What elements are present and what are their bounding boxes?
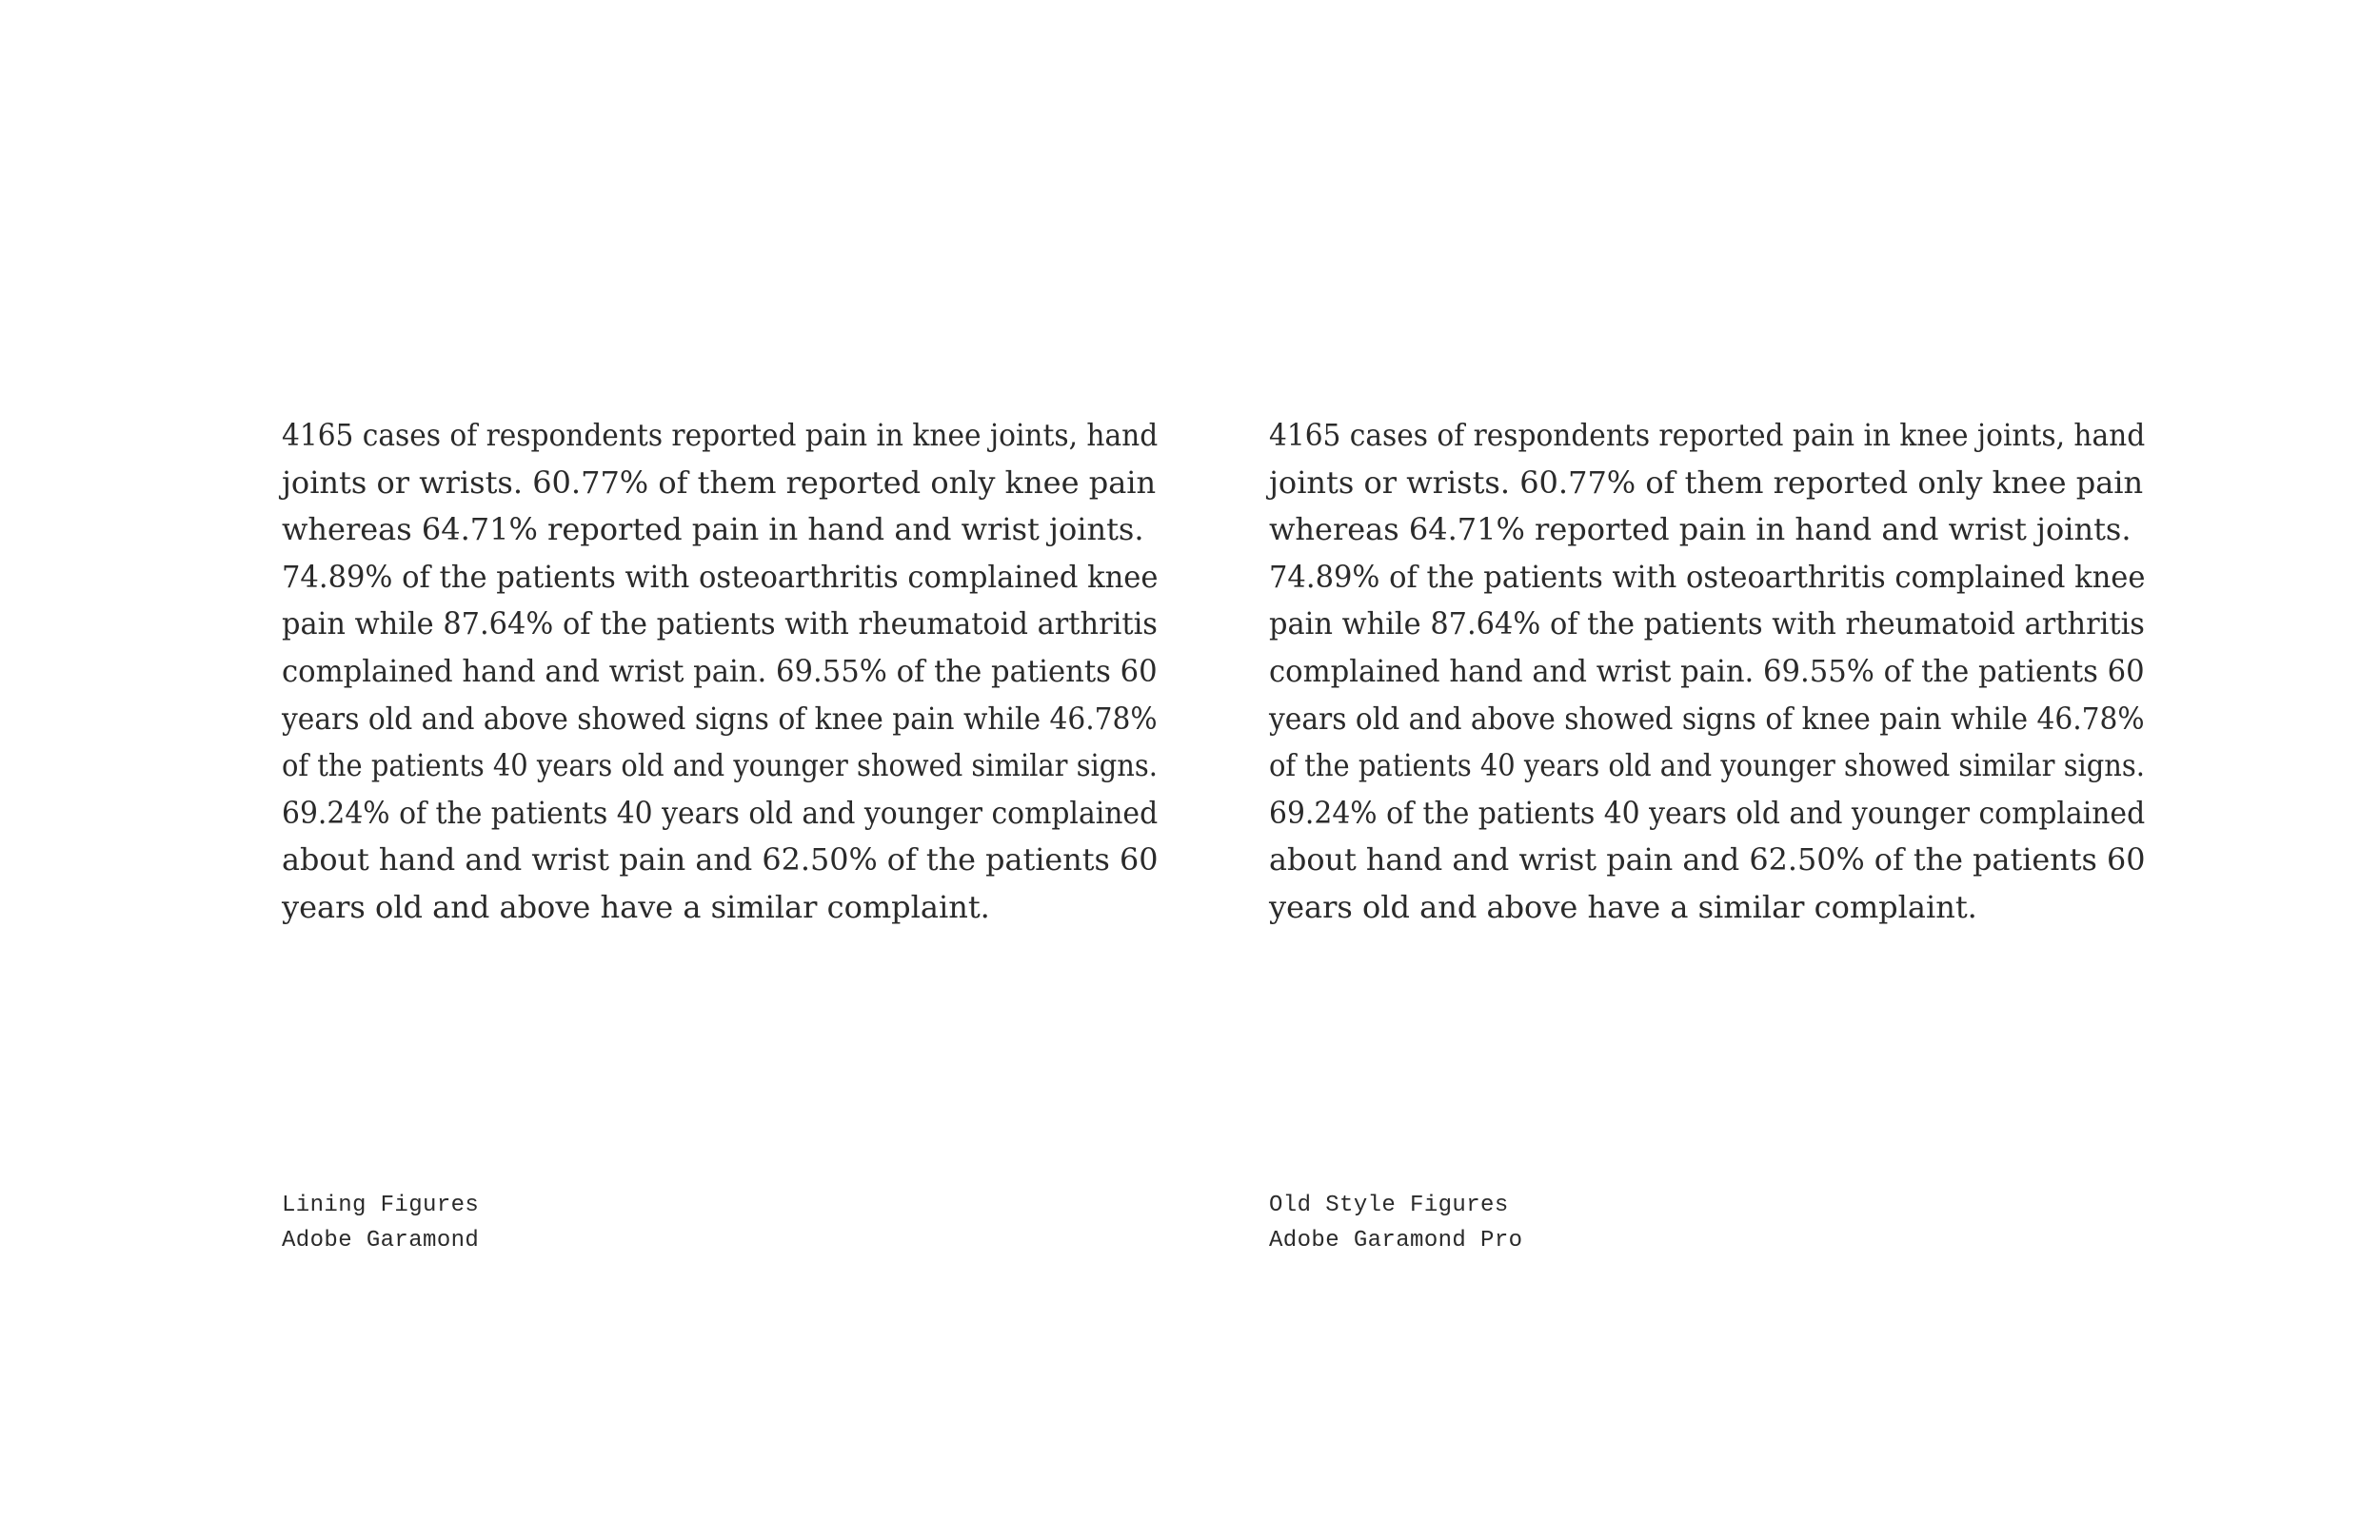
caption-figure-style: Lining Figures <box>282 1193 480 1218</box>
paragraph-line: 69.24% of the patients 40 years old and younger complained <box>282 794 1159 831</box>
paragraph-line: 4165 cases of respondents reported pain in knee joints, hand <box>1269 417 2146 453</box>
old-style-figures-caption <box>1269 1188 1522 1258</box>
caption-typeface-name: Adobe Garamond <box>282 1228 480 1254</box>
caption-figure-style: Old Style Figures <box>1269 1193 1509 1218</box>
paragraph-line: years old and above showed signs of knee pain while 46.78% <box>282 700 1158 737</box>
old-style-figures-paragraph <box>1269 412 2145 932</box>
paragraph-line: 74.89% of the patients with osteoarthritis complained knee <box>282 558 1159 595</box>
lining-figures-caption <box>282 1188 479 1258</box>
paragraph-line: of the patients 40 years old and younger showed similar signs. <box>282 747 1158 784</box>
paragraph-line: complained hand and wrist pain. 69.55% of the patients 60 <box>1269 652 2145 689</box>
paragraph-line: years old and above have a similar complaint. <box>282 888 990 925</box>
paragraph-line: about hand and wrist pain and 62.50% of the patients 60 <box>1269 841 2146 879</box>
paragraph-line: pain while 87.64% of the patients with rheumatoid arthritis <box>282 605 1158 642</box>
paragraph-line: 69.24% of the patients 40 years old and younger complained <box>1269 794 2146 831</box>
paragraph-line: joints or wrists. 60.77% of them reported only knee pain <box>1269 464 2144 501</box>
paragraph-line: whereas 64.71% reported pain in hand and wrist joints. <box>1269 511 2132 548</box>
lining-figures-paragraph <box>282 412 1158 932</box>
caption-typeface-name: Adobe Garamond Pro <box>1269 1228 1523 1254</box>
paragraph-line: pain while 87.64% of the patients with rheumatoid arthritis <box>1269 605 2145 642</box>
paragraph-line: joints or wrists. 60.77% of them reported only knee pain <box>282 464 1157 501</box>
paragraph-line: about hand and wrist pain and 62.50% of the patients 60 <box>282 841 1159 879</box>
paragraph-line: 4165 cases of respondents reported pain in knee joints, hand <box>282 417 1159 453</box>
paragraph-line: complained hand and wrist pain. 69.55% of the patients 60 <box>282 652 1158 689</box>
paragraph-line: 74.89% of the patients with osteoarthritis complained knee <box>1269 558 2146 595</box>
paragraph-line: years old and above have a similar complaint. <box>1269 888 1977 925</box>
paragraph-line: years old and above showed signs of knee pain while 46.78% <box>1269 700 2145 737</box>
paragraph-line: whereas 64.71% reported pain in hand and wrist joints. <box>282 511 1144 548</box>
paragraph-line: of the patients 40 years old and younger showed similar signs. <box>1269 747 2145 784</box>
